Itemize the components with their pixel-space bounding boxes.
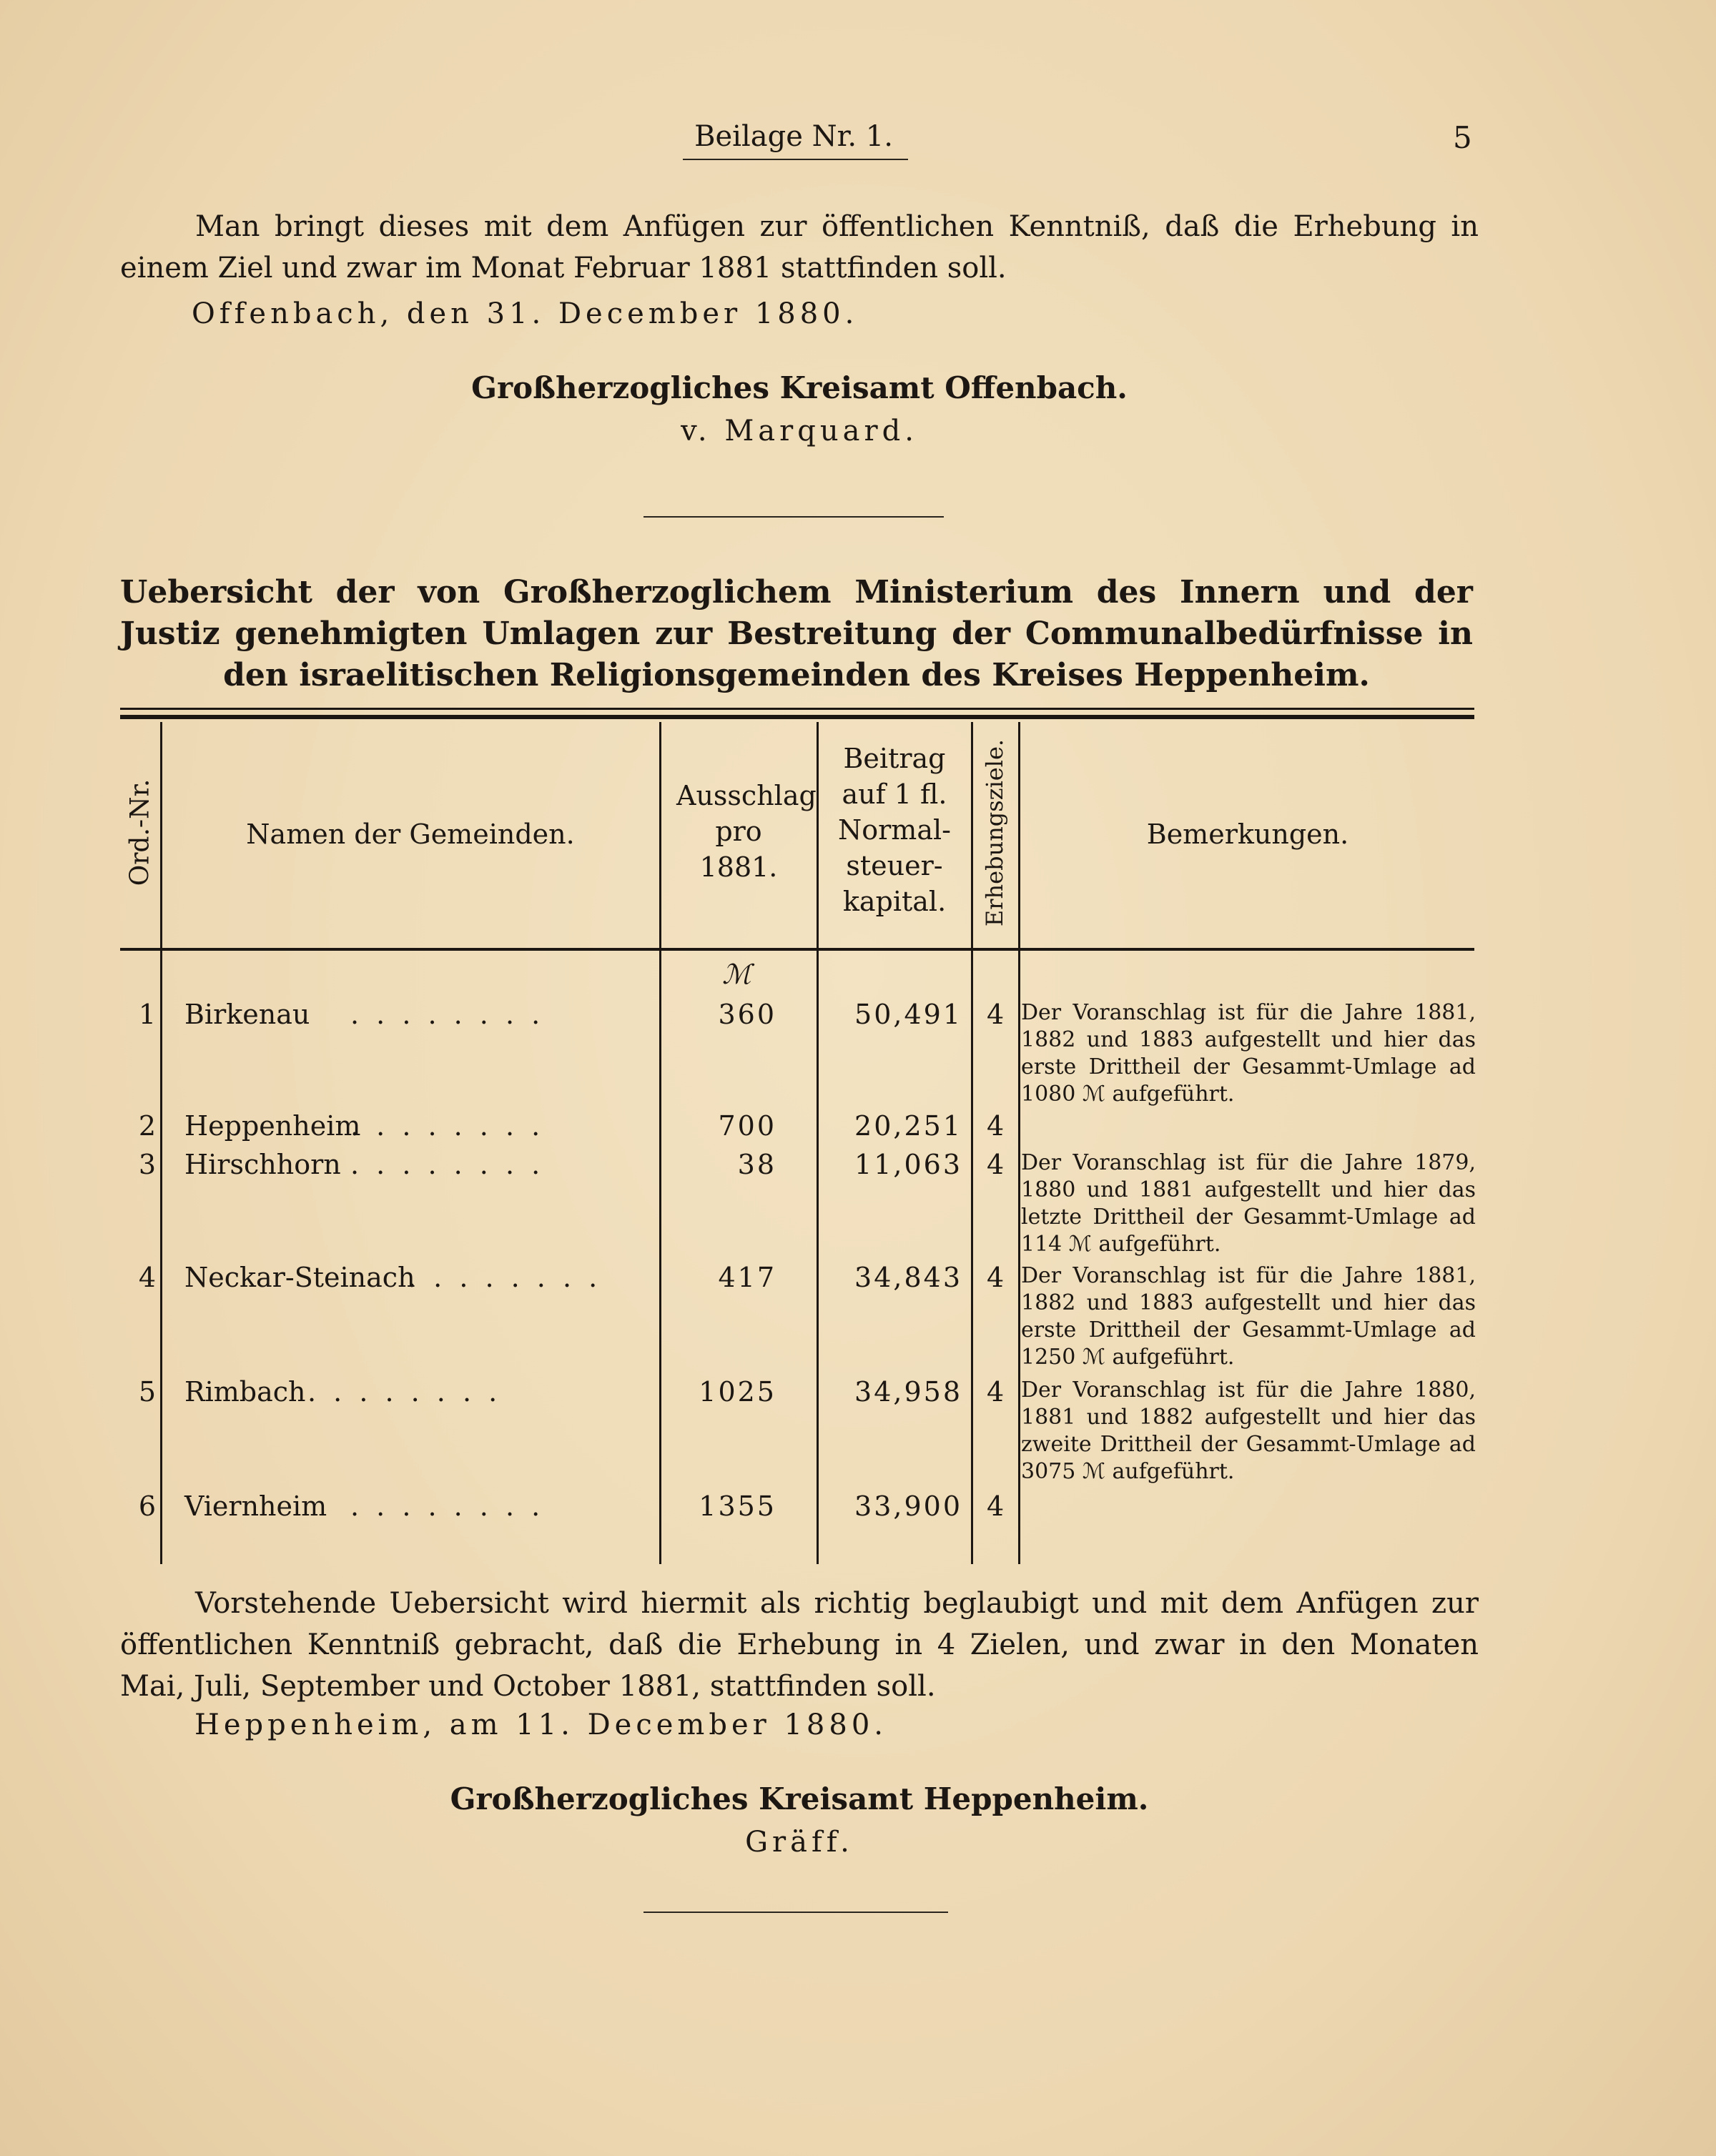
column-divider (817, 722, 819, 1564)
table-row-name: Heppenheim (184, 1110, 361, 1142)
header-underline (683, 159, 908, 160)
header-names: Namen der Gemeinden. (246, 819, 575, 850)
table-row-nr: 2 (138, 1110, 156, 1142)
table-row-ausschlag: 38 (737, 1149, 776, 1180)
heppenheim-paragraph: Vorstehende Uebersicht wird hiermit als richtig beglaubigt und mit dem Anfügen zur öffentlichen Kenntniß gebracht, daß die Erhebung in 4 Zielen, und zwar in den Monaten Mai, Juli, September und October 1881, stattfinden soll. (120, 1587, 1479, 1703)
offenbach-paragraph: Man bringt dieses mit dem Anfügen zur öffentlichen Kenntniß, daß die Erhebung in einem Ziel und zwar im Monat Februar 1881 stattfinden soll. (120, 210, 1479, 285)
section-divider (644, 1912, 948, 1913)
table-row-ziele: 4 (987, 999, 1005, 1030)
leader-dots: . . . . . . . . (350, 1490, 545, 1522)
heppenheim-signature: Gräff. (745, 1826, 854, 1859)
table-top-rule (120, 708, 1474, 710)
header-ausschlag: Ausschlag pro 1881. (676, 780, 817, 883)
header-remarks: Bemerkungen. (1146, 819, 1349, 850)
header-beitrag: Beitrag auf 1 fl. Normal-steuer-kapital. (838, 743, 951, 917)
table-row-ausschlag: 700 (718, 1110, 776, 1142)
table-top-rule-thick (120, 715, 1474, 719)
heppenheim-date-line: Heppenheim, am 11. December 1880. (194, 1709, 887, 1741)
table-row-name: Rimbach (184, 1376, 306, 1408)
leader-dots: . . . . . . . . (307, 1376, 502, 1408)
table-row-beitrag: 50,491 (854, 999, 962, 1030)
heppenheim-authority: Großherzogliches Kreisamt Heppenheim. (450, 1781, 1149, 1816)
leader-dots: . . . . . . . . (350, 1110, 545, 1142)
table-row-ziele: 4 (987, 1110, 1005, 1142)
page-number: 5 (1453, 120, 1472, 155)
offenbach-date-line: Offenbach, den 31. December 1880. (192, 297, 859, 330)
table-header-rule (120, 948, 1474, 951)
section-divider (644, 516, 944, 518)
table-row-nr: 5 (138, 1376, 156, 1408)
table-row-nr: 6 (138, 1490, 156, 1522)
table-row-nr: 3 (138, 1149, 156, 1180)
table-row-remark: Der Voranschlag ist für die Jahre 1879, 1880 und 1881 aufgestellt und hier das letzte Drittheil der Gesammt-Umlage ad 114 ℳ aufgeführt. (1021, 1150, 1476, 1257)
table-title: Uebersicht der von Großherzoglichem Ministerium des Innern und der Justiz genehmigten Umlagen zur Bestreitung der Communalbedürfnisse in den israelitischen Religionsgemeinden des Kreises Heppenheim. (120, 574, 1473, 693)
table-row-ausschlag: 417 (718, 1262, 776, 1293)
table-row-beitrag: 34,958 (854, 1376, 962, 1408)
table-row-ausschlag: 1355 (699, 1490, 776, 1522)
table-row-name: Viernheim (184, 1490, 327, 1522)
column-divider (160, 722, 162, 1564)
header-erhebungsziele: Erhebungsziele. (981, 738, 1008, 927)
table-row-remark: Der Voranschlag ist für die Jahre 1881, 1882 und 1883 aufgestellt und hier das erste Drittheil der Gesammt-Umlage ad 1250 ℳ aufgeführt. (1021, 1263, 1476, 1370)
table-row-ziele: 4 (987, 1262, 1005, 1293)
table-row-ausschlag: 1025 (699, 1376, 776, 1408)
table-row-ziele: 4 (987, 1149, 1005, 1180)
table-row-beitrag: 11,063 (854, 1149, 962, 1180)
table-row-remark: Der Voranschlag ist für die Jahre 1880, 1881 und 1882 aufgestellt und hier das zweite Drittheil der Gesammt-Umlage ad 3075 ℳ aufgeführt. (1021, 1378, 1476, 1484)
table-row-nr: 4 (138, 1262, 156, 1293)
leader-dots: . . . . . . . . (350, 1149, 545, 1180)
leader-dots: . . . . . . . . (350, 999, 545, 1030)
column-divider (659, 722, 661, 1564)
table-row-beitrag: 34,843 (854, 1262, 962, 1293)
offenbach-signature: v. Marquard. (681, 415, 918, 447)
table-row-nr: 1 (138, 999, 156, 1030)
table-row-beitrag: 33,900 (854, 1490, 962, 1522)
offenbach-authority: Großherzogliches Kreisamt Offenbach. (471, 370, 1128, 405)
currency-unit: ℳ (722, 959, 751, 990)
table-row-name: Hirschhorn (184, 1149, 341, 1180)
table-row-name: Neckar-Steinach (184, 1262, 415, 1293)
page-header-title: Beilage Nr. 1. (694, 120, 893, 153)
column-divider (1018, 722, 1020, 1564)
header-ord-nr: Ord.-Nr. (125, 778, 155, 886)
table-row-name: Birkenau (184, 999, 310, 1030)
leader-dots: . . . . . . . . (408, 1262, 602, 1293)
column-divider (971, 722, 973, 1564)
table-row-ziele: 4 (987, 1376, 1005, 1408)
table-row-remark: Der Voranschlag ist für die Jahre 1881, 1882 und 1883 aufgestellt und hier das erste Drittheil der Gesammt-Umlage ad 1080 ℳ aufgeführt. (1021, 1000, 1476, 1107)
table-row-ausschlag: 360 (718, 999, 776, 1030)
table-row-beitrag: 20,251 (854, 1110, 962, 1142)
table-row-ziele: 4 (987, 1490, 1005, 1522)
